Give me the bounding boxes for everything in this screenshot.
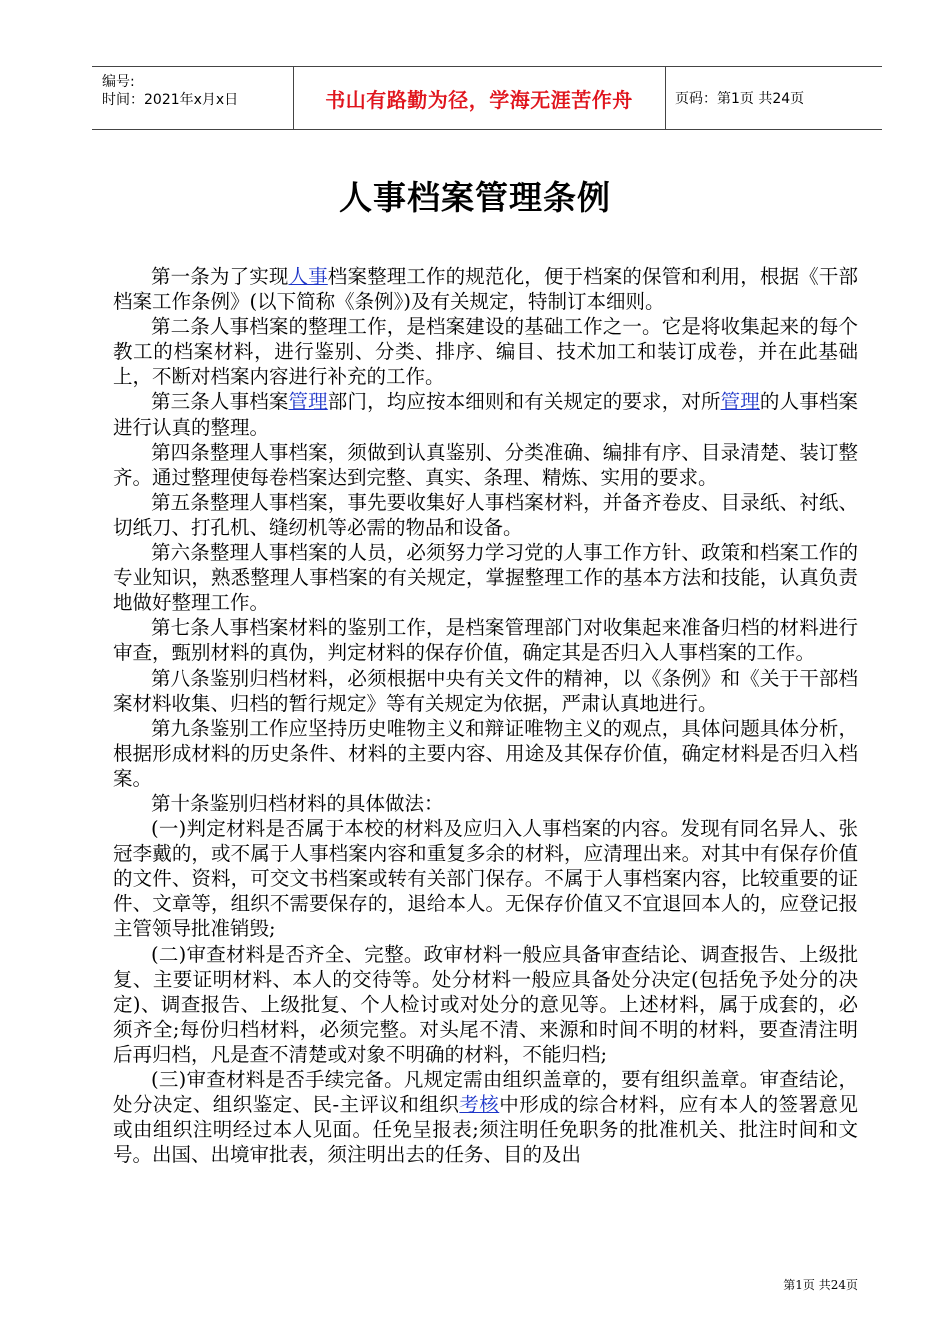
paragraph-item-1: (一)判定材料是否属于本校的材料及应归入人事档案的内容。发现有同名异人、张冠李戴的，或不属于人事档案内容和重复多余的材料，应清理出来。对其中有保存价值的文件、资料，可交文书档案或转有关部门保存。不属于人事档案内容，比较重要的证件、文章等，组织不需要保存的，退给本人。无保存价值又不宜退回本人的，应登记报主管领导批准销毁; bbox=[113, 817, 858, 941]
paragraph-article-1 bbox=[113, 264, 858, 314]
paragraph-article-8: 第八条鉴别归档材料，必须根据中央有关文件的精神，以《条例》和《关于干部档案材料收集、归档的暂行规定》等有关规定为依据，严肃认真地进行。 bbox=[113, 666, 858, 715]
paragraph-article-3 bbox=[113, 389, 858, 439]
header-meta-cell bbox=[92, 67, 294, 129]
page-header bbox=[92, 66, 882, 130]
page-footer: 第1页 共24页 bbox=[783, 1278, 858, 1292]
paragraph-item-3 bbox=[113, 1067, 858, 1167]
paragraph-text: 第三条人事档案 bbox=[151, 390, 289, 414]
paragraph-text: 部门，均应按本细则和有关规定的要求，对所 bbox=[327, 390, 721, 414]
paragraph-text: 的人事档案进行认真的整理。 bbox=[113, 390, 858, 439]
paragraph-text: 第一条为了实现 bbox=[151, 265, 289, 288]
paragraph-article-10: 第十条鉴别归档材料的具体做法： bbox=[151, 791, 444, 815]
paragraph-article-5: 第五条整理人事档案，事先要收集好人事档案材料，并备齐卷皮、目录纸、衬纸、切纸刀、打孔机、缝纫机等必需的物品和设备。 bbox=[113, 490, 858, 539]
paragraph-text: 档案整理工作的规范化，便于档案的保管和利用，根据《干部档案工作条例》(以下简称《条例》)及有关规定，特制订本细则。 bbox=[113, 265, 858, 314]
document-time-label: 时间：2021年x月x日 bbox=[102, 92, 239, 108]
link-guanli[interactable]: 管理 bbox=[288, 390, 328, 414]
paragraph-article-6: 第六条整理人事档案的人员，必须努力学习党的人事工作方针、政策和档案工作的专业知识，熟悉整理人事档案的有关规定，掌握整理工作的基本方法和技能，认真负责地做好整理工作。 bbox=[113, 541, 858, 615]
paragraph-text: (三)审查材料是否手续完备。凡规定需由组织盖章的，要有组织盖章。审查结论，处分决定、组织鉴定、民-主评议和组织 bbox=[113, 1068, 858, 1117]
paragraph-article-7: 第七条人事档案材料的鉴别工作，是档案管理部门对收集起来准备归档的材料进行审查，甄别材料的真伪，判定材料的保存价值，确定其是否归入人事档案的工作。 bbox=[113, 616, 858, 665]
paragraph-article-9: 第九条鉴别工作应坚持历史唯物主义和辩证唯物主义的观点，具体问题具体分析，根据形成材料的历史条件、材料的主要内容、用途及其保存价值，确定材料是否归入档案。 bbox=[113, 716, 858, 790]
document-title: 人事档案管理条例 bbox=[339, 178, 611, 217]
paragraph-text: 中形成的综合材料，应有本人的签署意见或由组织注明经过本人见面。任免呈报表;须注明任免职务的批准机关、批注时间和文号。出国、出境审批表，须注明出去的任务、目的及出 bbox=[113, 1093, 858, 1167]
document-body bbox=[113, 264, 858, 1167]
link-renshi[interactable]: 人事 bbox=[288, 265, 328, 288]
paragraph-article-2: 第二条人事档案的整理工作，是档案建设的基础工作之一。它是将收集起来的每个教工的档案材料，进行鉴别、分类、排序、编目、技术加工和装订成卷，并在此基础上，不断对档案内容进行补充的工作。 bbox=[113, 315, 858, 389]
header-page-cell bbox=[665, 67, 882, 129]
header-page-info: 页码：第1页 共24页 bbox=[675, 91, 805, 107]
link-guanli-2[interactable]: 管理 bbox=[720, 390, 760, 414]
document-number-label: 编号: bbox=[102, 74, 135, 90]
paragraph-article-4: 第四条整理人事档案，须做到认真鉴别、分类准确、编排有序、目录清楚、装订整齐。通过整理使每卷档案达到完整、真实、条理、精炼、实用的要求。 bbox=[113, 440, 858, 489]
header-motto-cell bbox=[293, 67, 666, 129]
paragraph-item-2: (二)审查材料是否齐全、完整。政审材料一般应具备审查结论、调查报告、上级批复、主要证明材料、本人的交待等。处分材料一般应具备处分决定(包括免予处分的决定)、调查报告、上级批复、个人检讨或对处分的意见等。上述材料，属于成套的，必须齐全;每份归档材料，必须完整。对头尾不清、来源和时间不明的材料，要查清注明后再归档，凡是查不清楚或对象不明确的材料，不能归档; bbox=[113, 942, 858, 1066]
link-kaohe[interactable]: 考核 bbox=[459, 1093, 500, 1117]
header-motto: 书山有路勤为径，学海无涯苦作舟 bbox=[325, 87, 633, 112]
